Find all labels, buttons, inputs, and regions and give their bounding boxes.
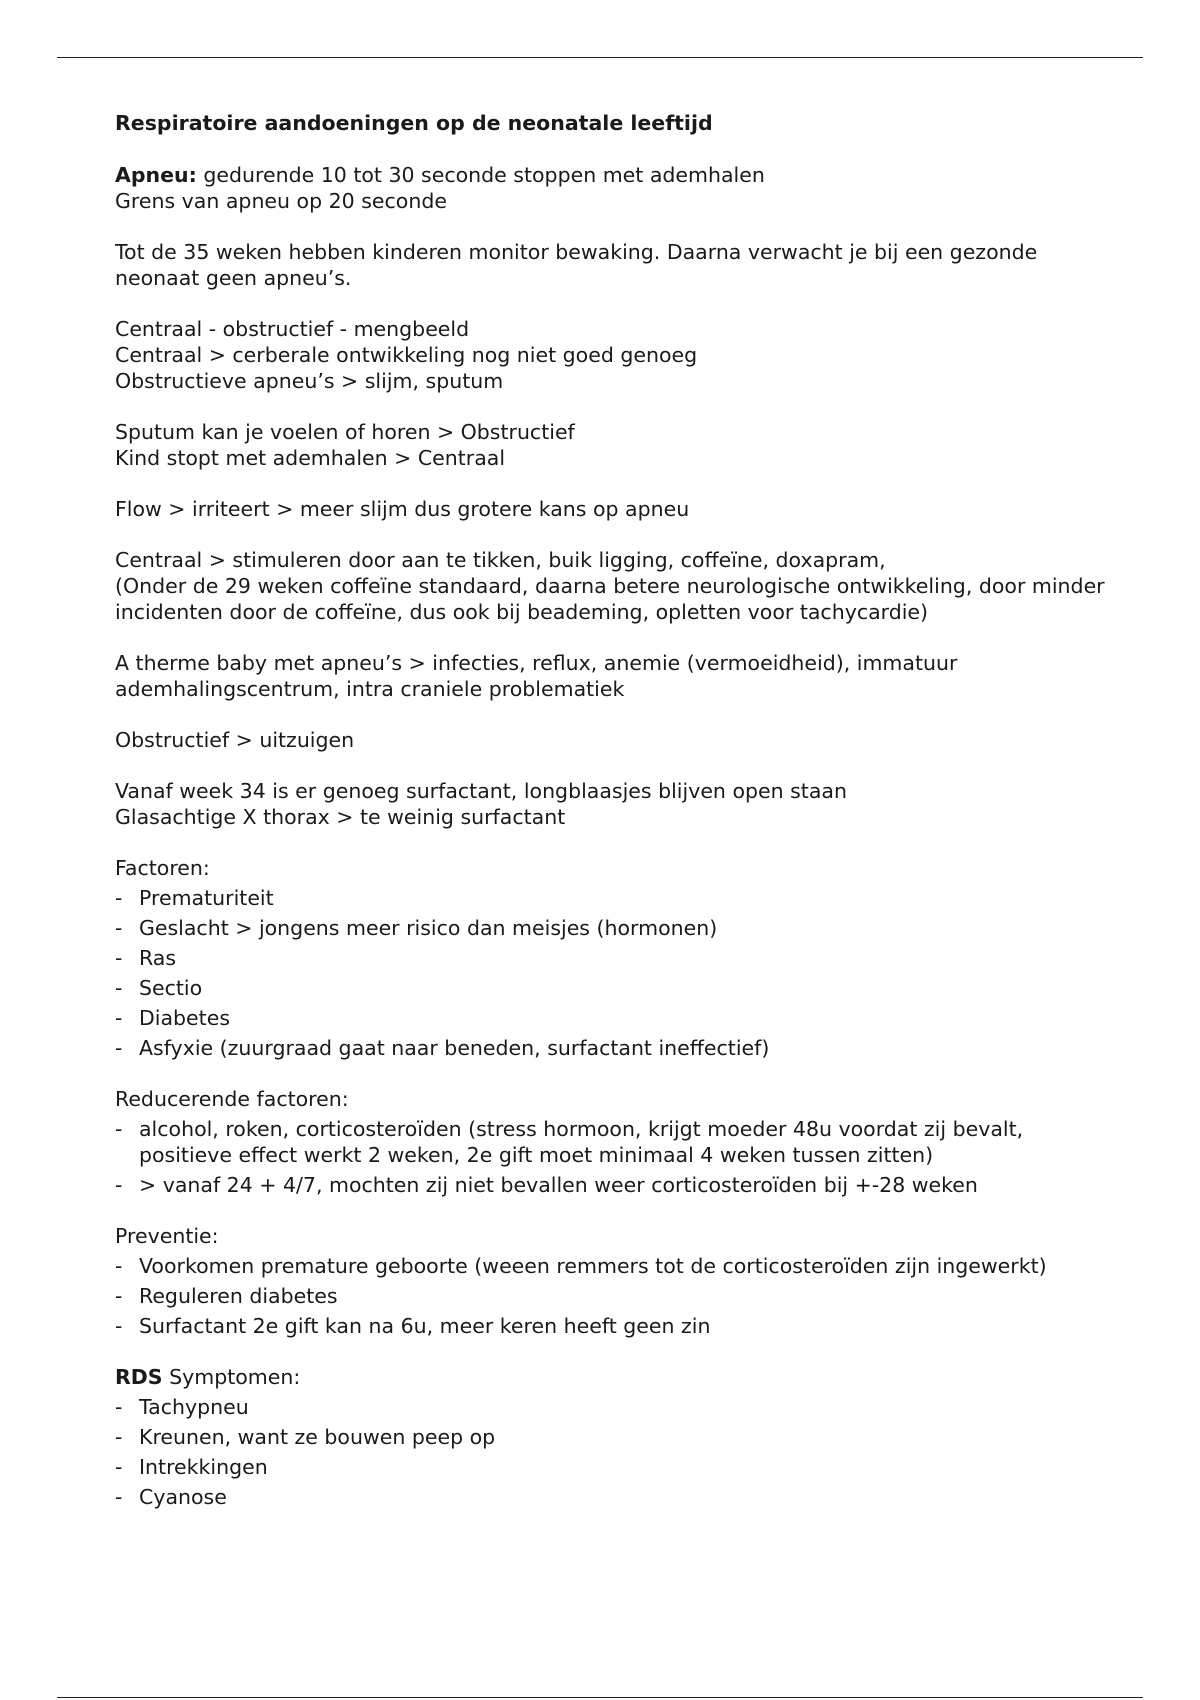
list-item: - Voorkomen premature geboorte (weeen remmers tot de corticosteroïden zijn ingewerkt) bbox=[115, 1253, 1115, 1279]
apnea-types-line: Centraal - obstructief - mengbeeld bbox=[115, 317, 470, 341]
list-item: - Intrekkingen bbox=[115, 1454, 1115, 1480]
xray-line: Glasachtige X thorax > te weinig surfactant bbox=[115, 805, 566, 829]
central-cause-line: Centraal > cerberale ontwikkeling nog niet goed genoeg bbox=[115, 343, 698, 367]
surfactant-line: Vanaf week 34 is er genoeg surfactant, longblaasjes blijven open staan bbox=[115, 779, 847, 803]
rds-term: RDS bbox=[115, 1365, 163, 1389]
apnea-limit: Grens van apneu op 20 seconde bbox=[115, 189, 447, 213]
list-item: - alcohol, roken, corticosteroïden (stress hormoon, krijgt moeder 48u voordat zij bevalt, positieve effect werkt 2 weken, 2e gift moet minimaal 4 weken tussen zitten) bbox=[115, 1116, 1115, 1168]
apnea-definition bbox=[115, 162, 1115, 188]
list-item: - Diabetes bbox=[115, 1005, 1115, 1031]
list-item: - Reguleren diabetes bbox=[115, 1283, 1115, 1309]
central-treatment-line: Centraal > stimuleren door aan te tikken, buik ligging, coffeïne, doxapram, bbox=[115, 548, 886, 572]
document-body bbox=[115, 110, 1115, 1535]
caffeine-note: (Onder de 29 weken coffeïne standaard, daarna betere neurologische ontwikkeling, door minder incidenten door de coffeïne, dus ook bij beademing, opletten voor tachycardie) bbox=[115, 574, 1105, 624]
apnea-term: Apneu: bbox=[115, 163, 197, 187]
prevention-heading: Preventie: bbox=[115, 1224, 219, 1248]
list-item: - Cyanose bbox=[115, 1484, 1115, 1510]
term-baby-paragraph: A therme baby met apneu’s > infecties, reflux, anemie (vermoeidheid), immatuur ademhalingscentrum, intra craniele problematiek bbox=[115, 651, 958, 701]
central-treatment-section bbox=[115, 547, 1115, 625]
rds-symptoms-label: Symptomen: bbox=[162, 1365, 301, 1389]
monitoring-paragraph: Tot de 35 weken hebben kinderen monitor bewaking. Daarna verwacht je bij een gezonde neonaat geen apneu’s. bbox=[115, 240, 1038, 290]
header-rule bbox=[57, 57, 1143, 58]
list-item: - Surfactant 2e gift kan na 6u, meer keren heeft geen zin bbox=[115, 1313, 1115, 1339]
list-item: - Asfyxie (zuurgraad gaat naar beneden, surfactant ineffectief) bbox=[115, 1035, 1115, 1061]
apnea-section bbox=[115, 162, 1115, 214]
recognition-section bbox=[115, 419, 1115, 471]
recognition-obstructive: Sputum kan je voelen of horen > Obstructief bbox=[115, 420, 575, 444]
surfactant-section bbox=[115, 778, 1115, 830]
list-item: - Ras bbox=[115, 945, 1115, 971]
rds-heading bbox=[115, 1364, 1115, 1390]
list-item: - Sectio bbox=[115, 975, 1115, 1001]
recognition-central: Kind stopt met ademhalen > Centraal bbox=[115, 446, 506, 470]
obstructive-cause-line: Obstructieve apneu’s > slijm, sputum bbox=[115, 369, 504, 393]
reducing-factors-list bbox=[115, 1116, 1115, 1198]
rds-symptoms-list bbox=[115, 1394, 1115, 1510]
reducing-factors-heading: Reducerende factoren: bbox=[115, 1087, 349, 1111]
obstructive-treatment-paragraph: Obstructief > uitzuigen bbox=[115, 728, 355, 752]
factors-list bbox=[115, 885, 1115, 1061]
document-title: Respiratoire aandoeningen op de neonatale leeftijd bbox=[115, 111, 713, 135]
footer-rule bbox=[57, 1697, 1143, 1698]
prevention-list bbox=[115, 1253, 1115, 1339]
list-item: - Prematuriteit bbox=[115, 885, 1115, 911]
apnea-definition-text: gedurende 10 tot 30 seconde stoppen met ademhalen bbox=[196, 163, 765, 187]
list-item: - Tachypneu bbox=[115, 1394, 1115, 1420]
list-item: - > vanaf 24 + 4/7, mochten zij niet bevallen weer corticosteroïden bij +-28 weken bbox=[115, 1172, 1115, 1198]
apnea-types-section bbox=[115, 316, 1115, 394]
list-item: - Geslacht > jongens meer risico dan meisjes (hormonen) bbox=[115, 915, 1115, 941]
list-item: - Kreunen, want ze bouwen peep op bbox=[115, 1424, 1115, 1450]
flow-paragraph: Flow > irriteert > meer slijm dus grotere kans op apneu bbox=[115, 497, 690, 521]
factors-heading: Factoren: bbox=[115, 856, 210, 880]
